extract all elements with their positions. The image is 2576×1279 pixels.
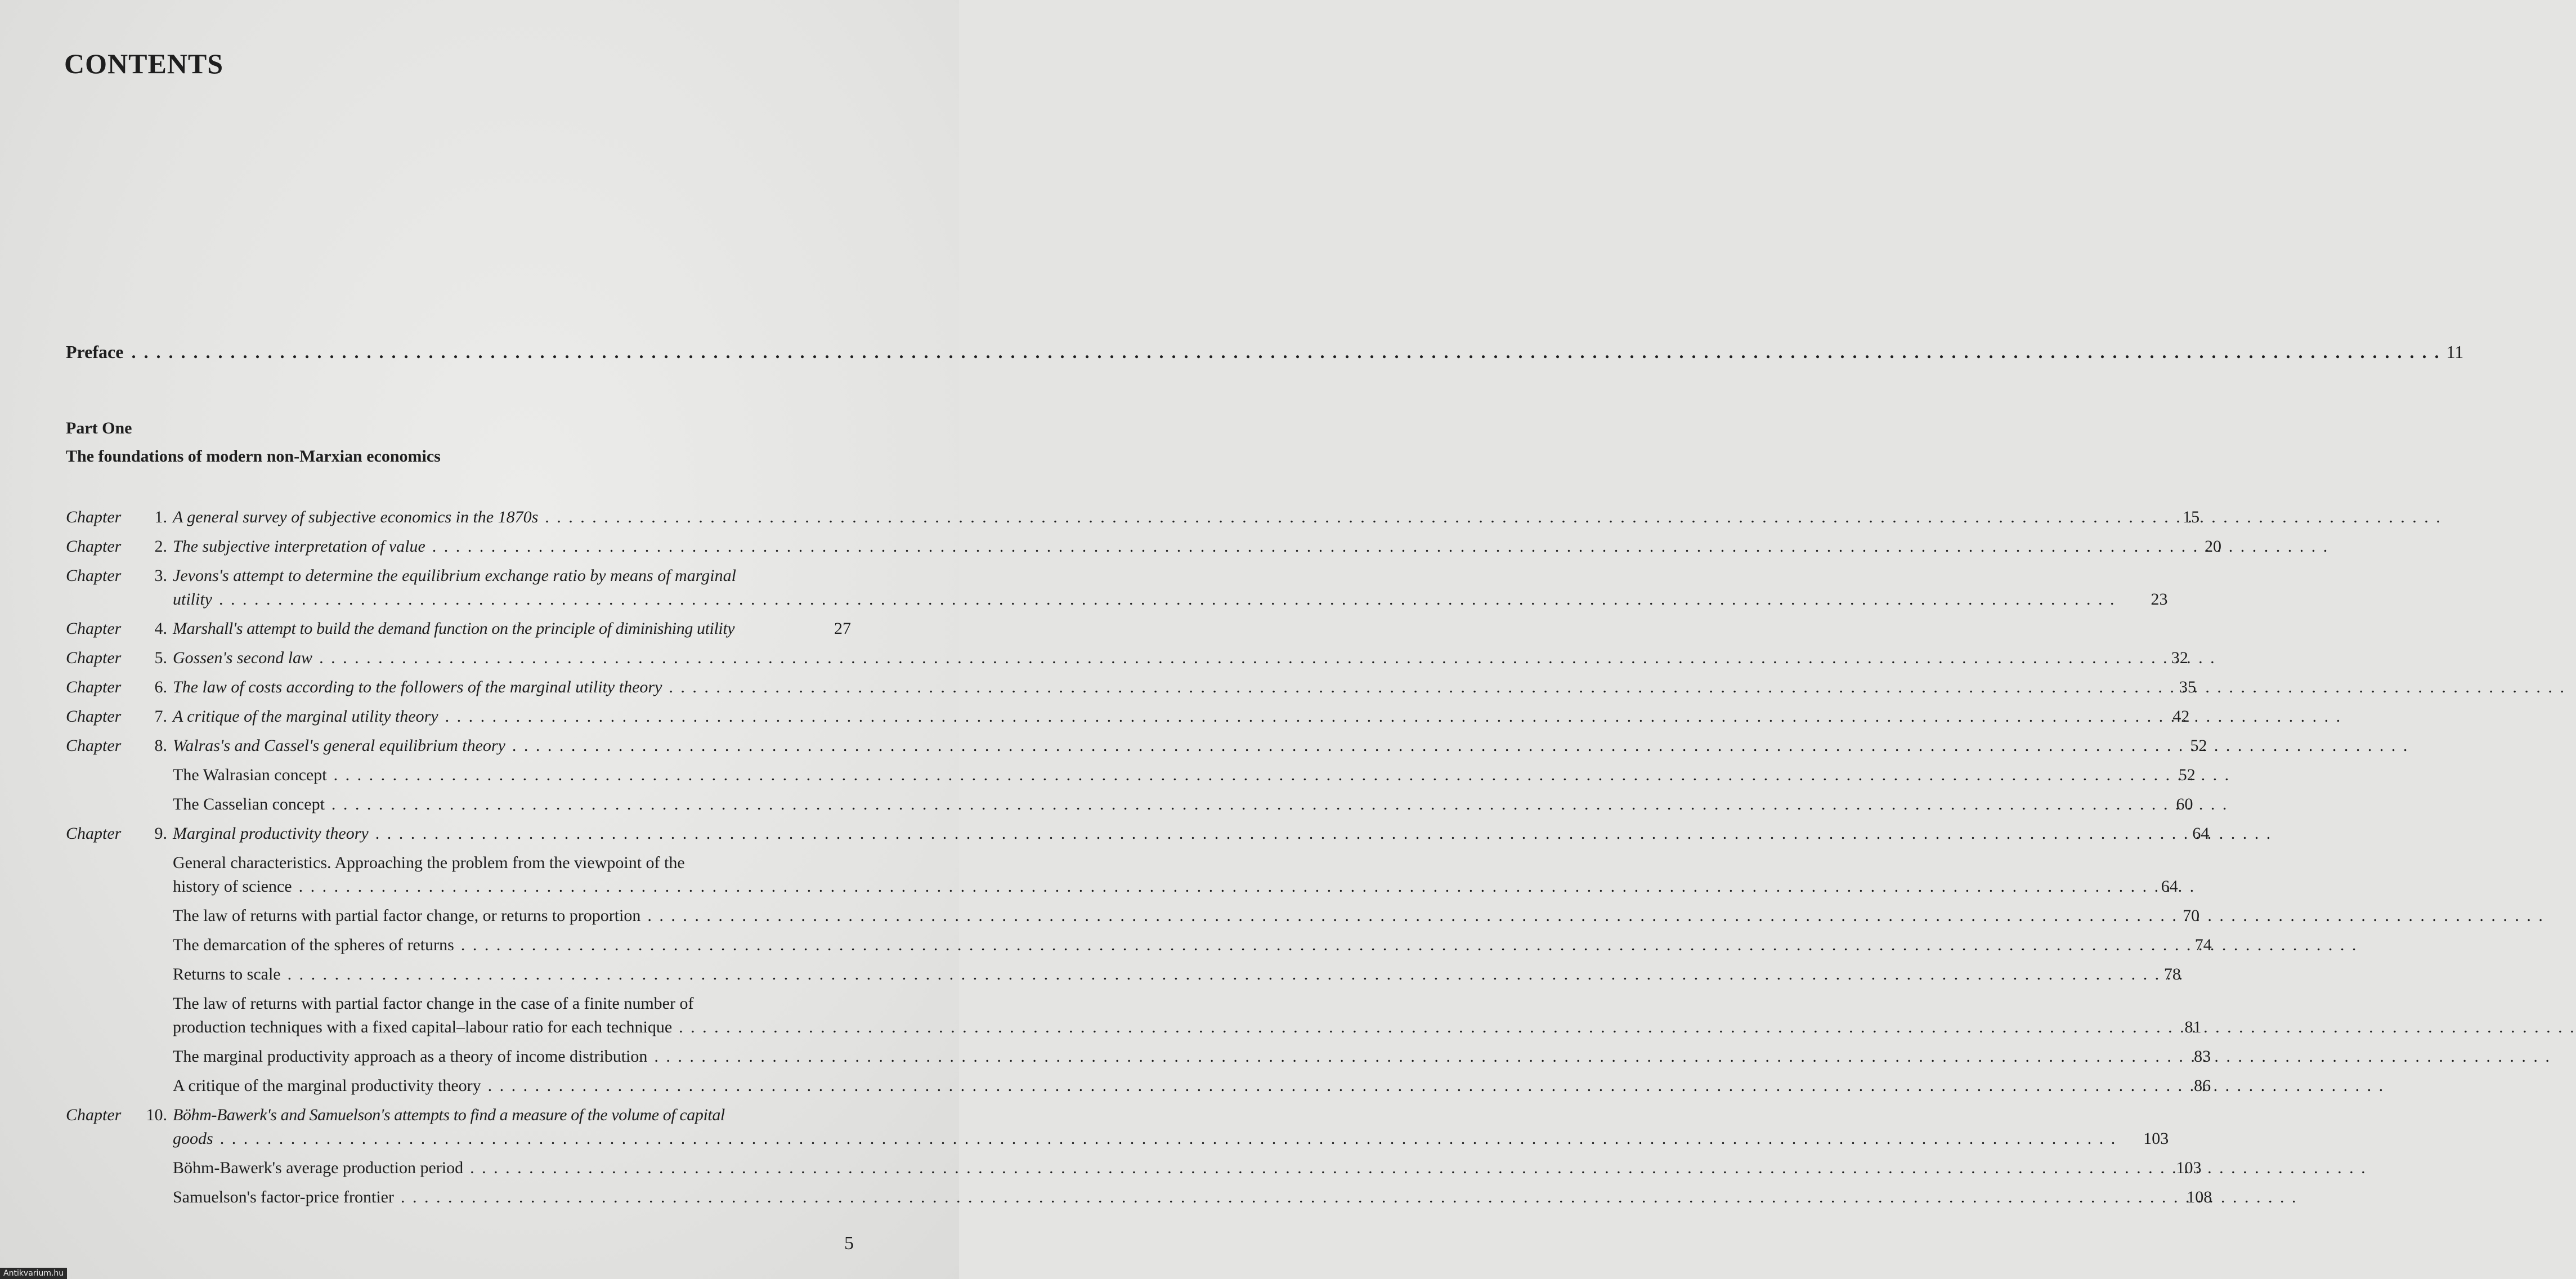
entry-page: 108 [2187,1188,2212,1206]
dot-leader [488,1074,2159,1098]
preface-page: 11 [2446,342,2464,362]
dot-leader [299,875,2126,898]
dot-leader [319,646,2136,670]
dot-leader [219,588,2116,611]
entry-title: Returns to scale [173,965,281,983]
toc-subentry [66,963,2181,986]
entry-page: 35 [2179,678,2197,696]
entry-title-line2: production techniques with a fixed capital–labour ratio for each technique [173,1018,673,1036]
entry-title: The law of costs according to the followers of the marginal utility theory [173,678,662,696]
toc-subentry [66,904,2200,928]
dot-leader [220,1127,2117,1151]
chapter-label: Chapter [66,824,122,843]
chapter-number: 1. [154,508,167,526]
toc-entry [66,506,2200,529]
dot-leader [669,676,2144,699]
entry-title: Marshall's attempt to build the demand function on the principle of diminishing utility [173,619,735,638]
chapter-number: 5. [154,649,167,667]
chapter-label: Chapter [66,707,122,726]
entry-page: 32 [2171,649,2188,667]
toc-subentry [66,933,2212,957]
entry-page: 42 [2172,707,2190,726]
chapter-label: Chapter [66,537,122,556]
entry-page: 15 [2183,508,2200,526]
entry-page: 60 [2176,795,2193,813]
chapter-number: 2. [154,537,167,556]
entry-title: Marginal productivity theory [173,824,369,843]
dot-leader [512,734,2156,758]
dot-leader [375,822,2158,846]
entry-title-line1: General characteristics. Approaching the problem from the viewpoint of the [173,853,685,872]
toc-subentry [66,1186,2212,1209]
chapter-number: 7. [154,707,167,726]
toc-entry [66,705,2190,728]
toc-entry [66,822,2210,846]
entry-title-line1: Jevons's attempt to determine the equilibrium exchange ratio by means of marginal [173,566,736,585]
entry-page: 64 [2161,877,2178,896]
entry-page: 74 [2194,936,2212,954]
toc-subentry [66,851,2178,898]
dot-leader [131,340,2440,364]
entry-title-line1: The law of returns with partial factor change in the case of a finite number of [173,994,694,1013]
part-label: Part One [66,419,132,437]
entry-title: The marginal productivity approach as a theory of income distribution [173,1047,648,1066]
dot-leader [331,793,2142,816]
toc-entry [66,1103,2169,1151]
entry-page: 103 [2176,1159,2202,1177]
table-of-contents [66,506,2222,1215]
entry-page: 78 [2163,965,2181,983]
chapter-label: Chapter [66,1106,122,1124]
page-number: 5 [844,1233,854,1254]
entry-title: The Walrasian concept [173,766,327,784]
entry-page: 103 [2143,1129,2169,1148]
entry-title-line2: goods [173,1129,213,1148]
toc-entry [66,617,851,641]
entry-page: 20 [2205,537,2222,556]
toc-entry [66,535,2222,558]
toc-subentry [66,793,2193,816]
entry-page: 70 [2183,906,2200,925]
preface-title: Preface [66,342,124,362]
chapter-number: 9. [154,824,167,843]
entry-title-line2: history of science [173,877,292,896]
dot-leader [288,963,2129,986]
toc-entry [66,564,2168,611]
entry-page: 27 [834,619,851,638]
entry-page: 52 [2178,766,2196,784]
entry-title: Gossen's second law [173,649,313,667]
chapter-label: Chapter [66,678,122,696]
entry-title-line1: Böhm-Bawerk's and Samuelson's attempts to find a measure of the volume of capital [173,1106,725,1124]
entry-title: The demarcation of the spheres of returns [173,936,454,954]
chapter-label: Chapter [66,649,122,667]
entry-title: Walras's and Cassel's general equilibrium theory [173,736,505,755]
chapter-number: 3. [154,566,167,585]
watermark: Antikvarium.hu [0,1268,67,1279]
entry-title: Böhm-Bawerk's average production period [173,1159,464,1177]
toc-entry [66,676,2197,699]
entry-page: 23 [2151,590,2168,609]
preface-entry [66,340,2464,364]
dot-leader [470,1156,2149,1180]
toc-subentry [66,1045,2211,1068]
chapter-number: 4. [154,619,167,638]
chapter-number: 6. [154,678,167,696]
entry-page: 83 [2194,1047,2211,1066]
dot-leader [647,904,2148,928]
entry-page: 64 [2192,824,2210,843]
dot-leader [679,1016,2149,1039]
chapter-number: 10. [146,1106,167,1124]
toc-subentry [66,1074,2211,1098]
entry-title: A general survey of subjective economics in the 1870s [173,508,539,526]
entry-page: 81 [2184,1018,2202,1036]
dot-leader [445,705,2138,728]
toc-subentry [66,763,2196,787]
entry-title: The law of returns with partial factor change, or returns to proportion [173,906,641,925]
entry-page: 52 [2190,736,2207,755]
entry-title: The subjective interpretation of value [173,537,425,556]
page-heading: CONTENTS [64,48,224,79]
dot-leader [432,535,2170,558]
chapter-number: 8. [154,736,167,755]
entry-page: 86 [2194,1076,2211,1095]
toc-entry [66,734,2207,758]
entry-title-line2: utility [173,590,212,609]
dot-leader [461,933,2160,957]
chapter-label: Chapter [66,619,122,638]
chapter-label: Chapter [66,736,122,755]
toc-entry [66,646,2188,670]
entry-title: The Casselian concept [173,795,325,813]
entry-title: A critique of the marginal utility theory [173,707,438,726]
chapter-label: Chapter [66,508,122,526]
entry-title: A critique of the marginal productivity theory [173,1076,481,1095]
dot-leader [545,506,2148,529]
entry-title: Samuelson's factor-price frontier [173,1188,394,1206]
dot-leader [654,1045,2159,1068]
dot-leader [401,1186,2160,1209]
toc-subentry [66,992,2202,1039]
toc-subentry [66,1156,2202,1180]
dot-leader [334,763,2144,787]
part-title: The foundations of modern non-Marxian economics [66,447,441,466]
chapter-label: Chapter [66,566,122,585]
